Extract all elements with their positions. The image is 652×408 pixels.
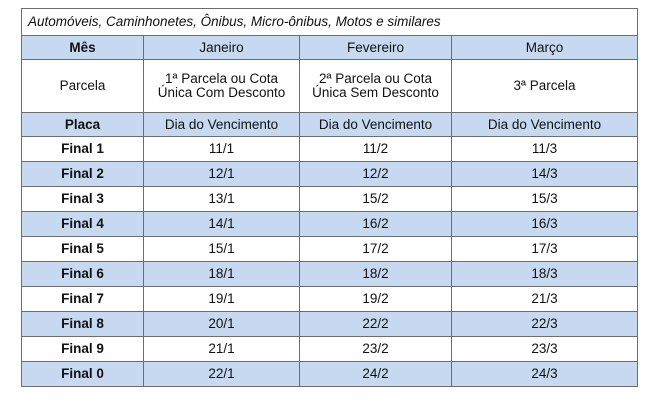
table-row: [22, 362, 638, 387]
jan-cell: 11/1: [144, 137, 300, 162]
fev-cell: 17/2: [300, 237, 452, 262]
placa-cell: Final 3: [22, 187, 144, 212]
table-row: [22, 287, 638, 312]
placa-cell: Final 4: [22, 212, 144, 237]
mar-cell: 21/3: [452, 287, 638, 312]
mar-cell: 23/3: [452, 337, 638, 362]
table-row: [22, 162, 638, 187]
header-vencimento-mar: Dia do Vencimento: [452, 113, 638, 137]
placa-cell: Final 5: [22, 237, 144, 262]
table-row: [22, 137, 638, 162]
table-row: [22, 337, 638, 362]
fev-cell: 15/2: [300, 187, 452, 212]
mar-cell: 16/3: [452, 212, 638, 237]
parcela-fevereiro: 2ª Parcela ou Cota Única Sem Desconto: [300, 60, 452, 113]
jan-cell: 15/1: [144, 237, 300, 262]
jan-cell: 19/1: [144, 287, 300, 312]
jan-cell: 18/1: [144, 262, 300, 287]
jan-cell: 22/1: [144, 362, 300, 387]
mar-cell: 22/3: [452, 312, 638, 337]
placa-cell: Final 0: [22, 362, 144, 387]
mar-cell: 17/3: [452, 237, 638, 262]
ipva-schedule-frame: [21, 8, 637, 396]
jan-cell: 20/1: [144, 312, 300, 337]
table-row: [22, 262, 638, 287]
header-vencimento-jan: Dia do Vencimento: [144, 113, 300, 137]
fev-cell: 23/2: [300, 337, 452, 362]
mar-cell: 15/3: [452, 187, 638, 212]
jan-cell: 14/1: [144, 212, 300, 237]
header-janeiro: Janeiro: [144, 36, 300, 60]
fev-cell: 18/2: [300, 262, 452, 287]
parcela-label: Parcela: [22, 60, 144, 113]
table-title: Automóveis, Caminhonetes, Ônibus, Micro-ônibus, Motos e similares: [22, 9, 638, 36]
header-fevereiro: Fevereiro: [300, 36, 452, 60]
header-vencimento-fev: Dia do Vencimento: [300, 113, 452, 137]
fev-cell: 16/2: [300, 212, 452, 237]
fev-cell: 19/2: [300, 287, 452, 312]
table-row: [22, 187, 638, 212]
table-title-row: [22, 9, 638, 36]
parcela-marco: 3ª Parcela: [452, 60, 638, 113]
jan-cell: 12/1: [144, 162, 300, 187]
table-row: [22, 237, 638, 262]
placa-cell: Final 2: [22, 162, 144, 187]
jan-cell: 21/1: [144, 337, 300, 362]
table-row: [22, 212, 638, 237]
month-header-row: [22, 36, 638, 60]
fev-cell: 22/2: [300, 312, 452, 337]
fev-cell: 11/2: [300, 137, 452, 162]
placa-header-row: [22, 113, 638, 137]
placa-cell: Final 1: [22, 137, 144, 162]
header-placa: Placa: [22, 113, 144, 137]
placa-cell: Final 6: [22, 262, 144, 287]
fev-cell: 12/2: [300, 162, 452, 187]
mar-cell: 11/3: [452, 137, 638, 162]
header-marco: Março: [452, 36, 638, 60]
ipva-due-dates-table: [21, 8, 638, 387]
placa-cell: Final 9: [22, 337, 144, 362]
mar-cell: 24/3: [452, 362, 638, 387]
placa-cell: Final 7: [22, 287, 144, 312]
mar-cell: 18/3: [452, 262, 638, 287]
header-mes: Mês: [22, 36, 144, 60]
jan-cell: 13/1: [144, 187, 300, 212]
parcela-row: [22, 60, 638, 113]
fev-cell: 24/2: [300, 362, 452, 387]
parcela-janeiro: 1ª Parcela ou Cota Única Com Desconto: [144, 60, 300, 113]
mar-cell: 14/3: [452, 162, 638, 187]
table-row: [22, 312, 638, 337]
placa-cell: Final 8: [22, 312, 144, 337]
